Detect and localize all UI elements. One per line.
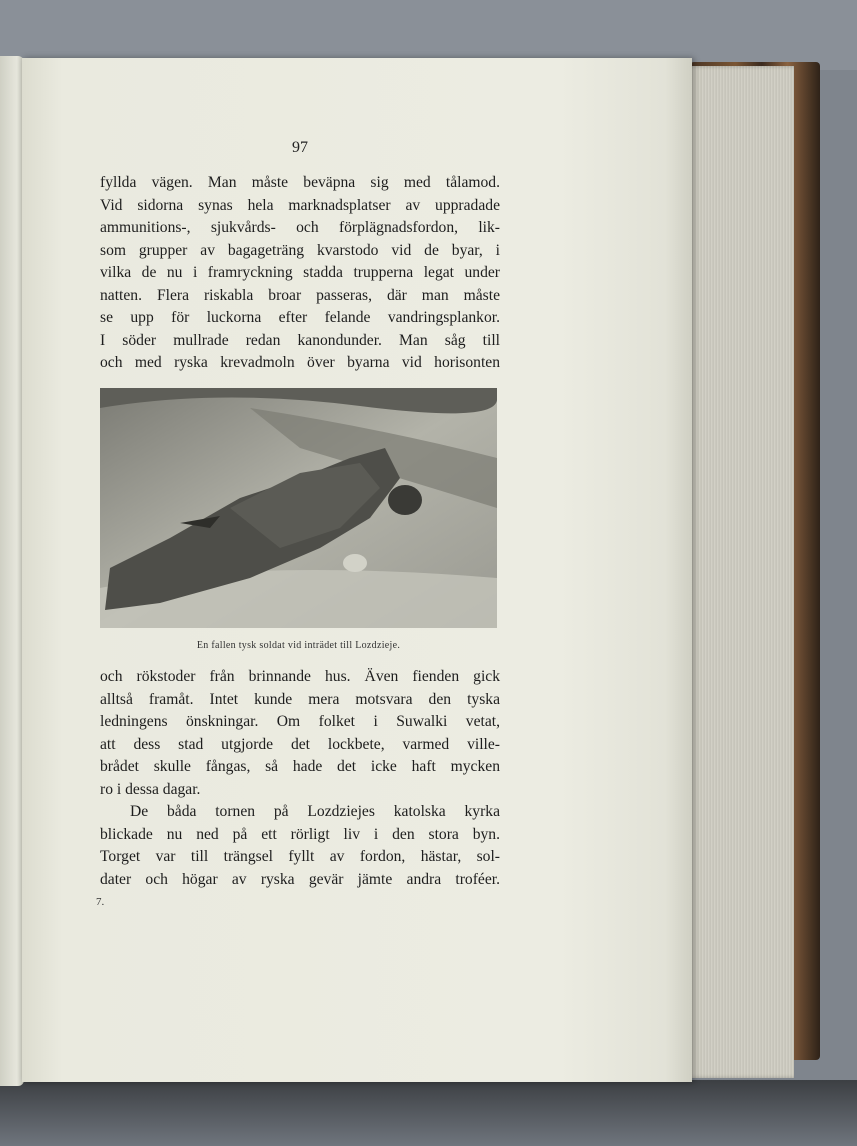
text-line: dater och högar av ryska gevär jämte andra troféer. — [100, 870, 500, 888]
table-surface — [0, 1080, 857, 1146]
text-line: vilka de nu i framryckning stadda trupperna legat under — [100, 264, 500, 281]
text-line: som grupper av bagageträng kvarstodo vid de byar, i — [100, 241, 500, 259]
text-line: se upp för luckorna efter felande vandringsplankor. — [100, 309, 500, 326]
signature-mark: 7. — [96, 896, 105, 908]
paragraph-2 — [100, 666, 500, 891]
left-page-edge — [0, 56, 24, 1086]
text-line: Torget var till trängsel fyllt av fordon, hästar, sol- — [100, 848, 500, 865]
text-line: De båda tornen på Lozdziejes katolska kyrka — [130, 803, 500, 820]
page-stack-edges — [684, 66, 794, 1078]
text-line: ledningens önskningar. Om folket i Suwalki vetat, — [100, 713, 500, 730]
text-line: ammunitions-, sjukvårds- och förplägnadsfordon, lik- — [100, 219, 500, 236]
text-line: I söder mullrade redan kanondunder. Man såg till — [100, 331, 500, 349]
text-line: Vid sidorna synas hela marknadsplatser av uppradade — [100, 196, 500, 214]
fallen-soldier-image — [100, 388, 497, 628]
text-line: ro i dessa dagar. — [100, 780, 201, 798]
figure-photo — [100, 388, 497, 628]
text-line: och rökstoder från brinnande hus. Även fienden gick — [100, 668, 500, 685]
text-line: fyllda vägen. Man måste beväpna sig med tålamod. — [100, 174, 500, 191]
text-line: blickade nu ned på ett rörligt liv i den stora byn. — [100, 825, 500, 843]
paragraph-1 — [100, 172, 500, 375]
text-line: och med ryska krevadmoln över byarna vid horisonten — [100, 354, 500, 371]
text-line: brådet skulle fångas, så hade det icke haft mycken — [100, 758, 500, 775]
text-line: alltså framåt. Intet kunde mera motsvara den tyska — [100, 690, 500, 708]
figure-caption: En fallen tysk soldat vid inträdet till Lozdzieje. — [196, 640, 401, 651]
page-number: 97 — [292, 139, 308, 156]
text-line: natten. Flera riskabla broar passeras, där man måste — [100, 286, 500, 304]
text-line: att dess stad utgjorde det lockbete, varmed ville- — [100, 735, 500, 753]
book-page — [22, 58, 692, 1082]
